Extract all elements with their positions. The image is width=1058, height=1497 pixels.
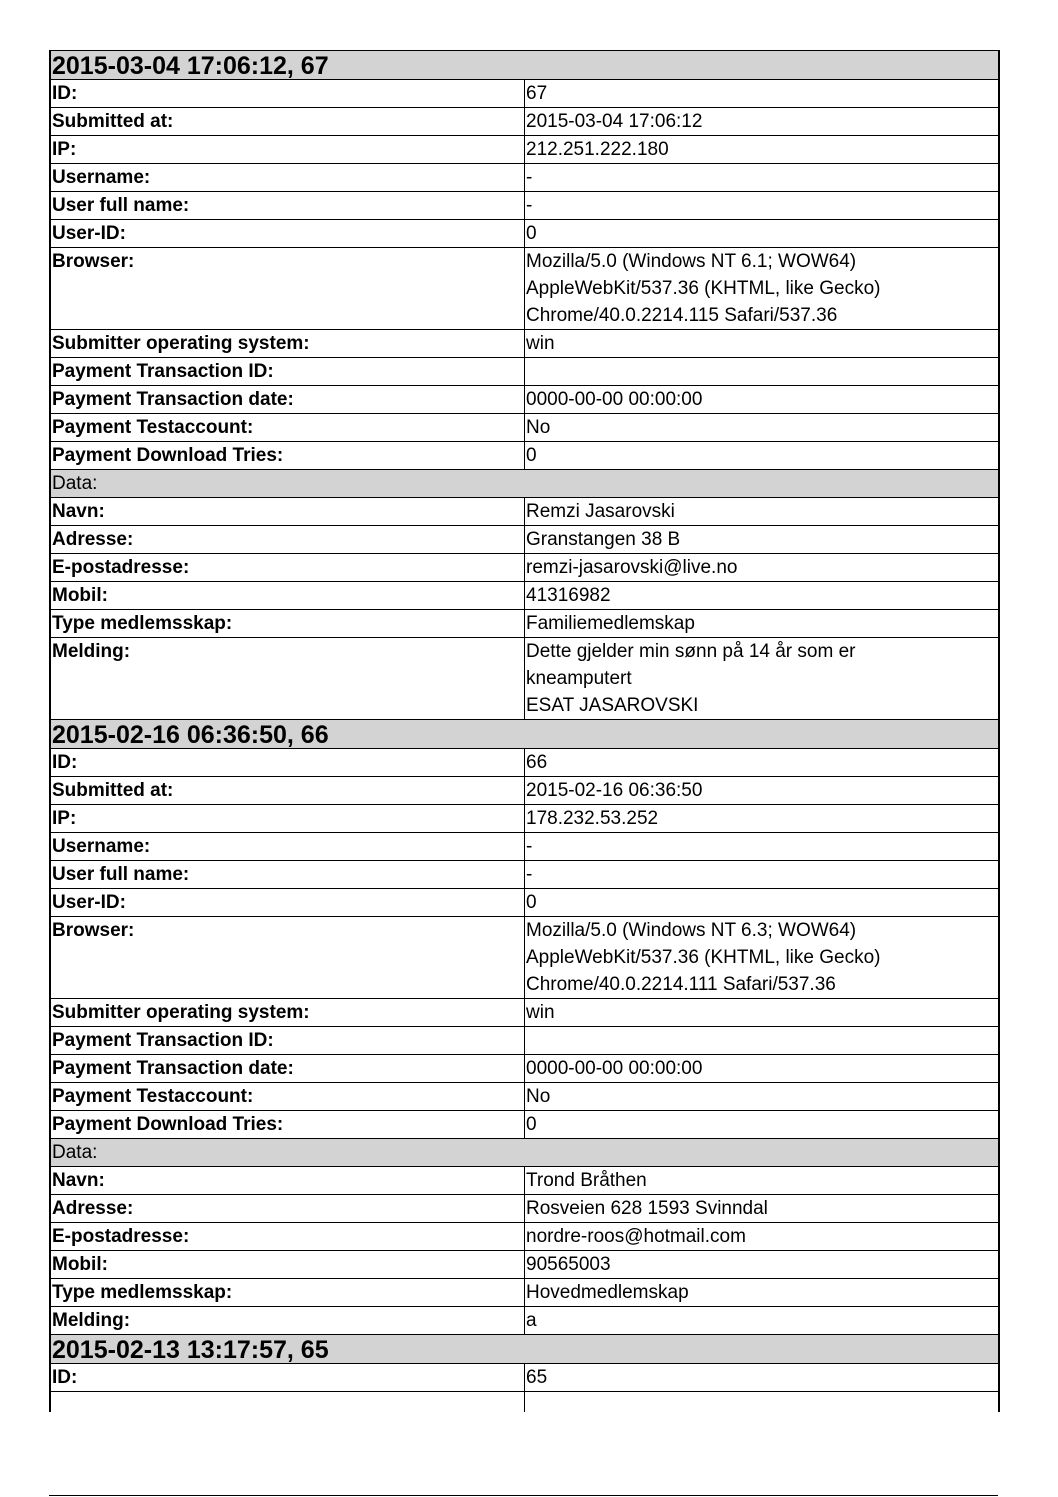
field-label: Type medlemsskap: xyxy=(51,610,525,638)
blank-value-cell xyxy=(525,1392,999,1413)
field-value: 0 xyxy=(525,220,999,248)
field-label: Melding: xyxy=(51,638,525,720)
meta-row xyxy=(51,220,999,248)
field-value xyxy=(525,358,999,386)
data-row xyxy=(51,1195,999,1223)
footer-rule xyxy=(49,1495,998,1496)
field-label: Melding: xyxy=(51,1307,525,1335)
blank-label-cell xyxy=(51,1392,525,1413)
meta-row xyxy=(51,777,999,805)
field-value: win xyxy=(525,330,999,358)
field-value: - xyxy=(525,833,999,861)
record-header: 2015-02-16 06:36:50, 66 xyxy=(51,720,999,749)
field-value: 90565003 xyxy=(525,1251,999,1279)
field-value: - xyxy=(525,164,999,192)
field-value: win xyxy=(525,999,999,1027)
data-section-row xyxy=(51,470,999,498)
data-row xyxy=(51,1251,999,1279)
meta-row xyxy=(51,192,999,220)
data-row xyxy=(51,554,999,582)
field-value: 0 xyxy=(525,889,999,917)
field-label: Payment Download Tries: xyxy=(51,442,525,470)
field-label: Submitted at: xyxy=(51,108,525,136)
meta-row xyxy=(51,861,999,889)
data-section-label: Data: xyxy=(51,470,999,498)
field-value: 212.251.222.180 xyxy=(525,136,999,164)
field-value: 178.232.53.252 xyxy=(525,805,999,833)
field-label: Submitted at: xyxy=(51,777,525,805)
field-value: Dette gjelder min sønn på 14 år som er kneamputert ESAT JASAROVSKI xyxy=(525,638,999,720)
field-value xyxy=(525,1027,999,1055)
field-label: Browser: xyxy=(51,917,525,999)
field-label: ID: xyxy=(51,749,525,777)
data-row xyxy=(51,1307,999,1335)
field-value: Mozilla/5.0 (Windows NT 6.1; WOW64) AppleWebKit/537.36 (KHTML, like Gecko) Chrome/40.0.2214.115 Safari/537.36 xyxy=(525,248,999,330)
meta-row xyxy=(51,1364,999,1392)
field-label: Browser: xyxy=(51,248,525,330)
field-label: Adresse: xyxy=(51,1195,525,1223)
data-row xyxy=(51,498,999,526)
field-value: Rosveien 628 1593 Svinndal xyxy=(525,1195,999,1223)
meta-row xyxy=(51,386,999,414)
field-value: 2015-03-04 17:06:12 xyxy=(525,108,999,136)
meta-row xyxy=(51,80,999,108)
meta-row xyxy=(51,1055,999,1083)
meta-row xyxy=(51,164,999,192)
field-label: E-postadresse: xyxy=(51,554,525,582)
field-value: 66 xyxy=(525,749,999,777)
field-label: User-ID: xyxy=(51,220,525,248)
data-row xyxy=(51,1279,999,1307)
field-value: Mozilla/5.0 (Windows NT 6.3; WOW64) AppleWebKit/537.36 (KHTML, like Gecko) Chrome/40.0.2214.111 Safari/537.36 xyxy=(525,917,999,999)
field-value: 2015-02-16 06:36:50 xyxy=(525,777,999,805)
data-section-row xyxy=(51,1139,999,1167)
field-label: Mobil: xyxy=(51,582,525,610)
field-label: Payment Testaccount: xyxy=(51,1083,525,1111)
field-value: Remzi Jasarovski xyxy=(525,498,999,526)
meta-row xyxy=(51,999,999,1027)
field-value: remzi-jasarovski@live.no xyxy=(525,554,999,582)
records-sheet xyxy=(49,50,1000,1412)
field-value: No xyxy=(525,1083,999,1111)
field-label: E-postadresse: xyxy=(51,1223,525,1251)
meta-row xyxy=(51,917,999,999)
field-label: Payment Testaccount: xyxy=(51,414,525,442)
meta-row xyxy=(51,108,999,136)
field-label: User full name: xyxy=(51,192,525,220)
field-label: ID: xyxy=(51,80,525,108)
field-label: ID: xyxy=(51,1364,525,1392)
field-label: Submitter operating system: xyxy=(51,330,525,358)
blank-row xyxy=(51,1392,999,1413)
field-label: Navn: xyxy=(51,1167,525,1195)
data-row xyxy=(51,610,999,638)
field-value: 0000-00-00 00:00:00 xyxy=(525,386,999,414)
record-header: 2015-02-13 13:17:57, 65 xyxy=(51,1335,999,1364)
meta-row xyxy=(51,749,999,777)
data-section-label: Data: xyxy=(51,1139,999,1167)
data-row xyxy=(51,638,999,720)
field-value: 65 xyxy=(525,1364,999,1392)
field-value: Granstangen 38 B xyxy=(525,526,999,554)
field-value: nordre-roos@hotmail.com xyxy=(525,1223,999,1251)
field-label: Payment Transaction ID: xyxy=(51,1027,525,1055)
field-value: 0 xyxy=(525,1111,999,1139)
record-header-row xyxy=(51,1335,999,1364)
field-label: Adresse: xyxy=(51,526,525,554)
field-value: Familiemedlemskap xyxy=(525,610,999,638)
meta-row xyxy=(51,330,999,358)
field-label: Payment Download Tries: xyxy=(51,1111,525,1139)
field-label: IP: xyxy=(51,136,525,164)
field-value: No xyxy=(525,414,999,442)
meta-row xyxy=(51,248,999,330)
field-value: Trond Bråthen xyxy=(525,1167,999,1195)
field-label: Username: xyxy=(51,833,525,861)
data-row xyxy=(51,526,999,554)
meta-row xyxy=(51,1027,999,1055)
record-header-row xyxy=(51,720,999,749)
field-label: Navn: xyxy=(51,498,525,526)
field-label: IP: xyxy=(51,805,525,833)
field-label: Username: xyxy=(51,164,525,192)
meta-row xyxy=(51,889,999,917)
records-body xyxy=(51,51,999,1413)
meta-row xyxy=(51,1083,999,1111)
field-label: Payment Transaction date: xyxy=(51,1055,525,1083)
data-row xyxy=(51,1167,999,1195)
field-label: Payment Transaction date: xyxy=(51,386,525,414)
record-header-row xyxy=(51,51,999,80)
field-label: User-ID: xyxy=(51,889,525,917)
field-value: 0000-00-00 00:00:00 xyxy=(525,1055,999,1083)
field-value: - xyxy=(525,192,999,220)
meta-row xyxy=(51,805,999,833)
field-value: 41316982 xyxy=(525,582,999,610)
field-value: Hovedmedlemskap xyxy=(525,1279,999,1307)
field-label: Type medlemsskap: xyxy=(51,1279,525,1307)
meta-row xyxy=(51,358,999,386)
field-value: a xyxy=(525,1307,999,1335)
field-label: Submitter operating system: xyxy=(51,999,525,1027)
field-value: - xyxy=(525,861,999,889)
meta-row xyxy=(51,136,999,164)
field-label: Payment Transaction ID: xyxy=(51,358,525,386)
field-value: 0 xyxy=(525,442,999,470)
meta-row xyxy=(51,1111,999,1139)
field-label: User full name: xyxy=(51,861,525,889)
data-row xyxy=(51,582,999,610)
records-table xyxy=(50,50,999,1412)
meta-row xyxy=(51,442,999,470)
meta-row xyxy=(51,414,999,442)
field-value: 67 xyxy=(525,80,999,108)
data-row xyxy=(51,1223,999,1251)
field-label: Mobil: xyxy=(51,1251,525,1279)
record-header: 2015-03-04 17:06:12, 67 xyxy=(51,51,999,80)
meta-row xyxy=(51,833,999,861)
